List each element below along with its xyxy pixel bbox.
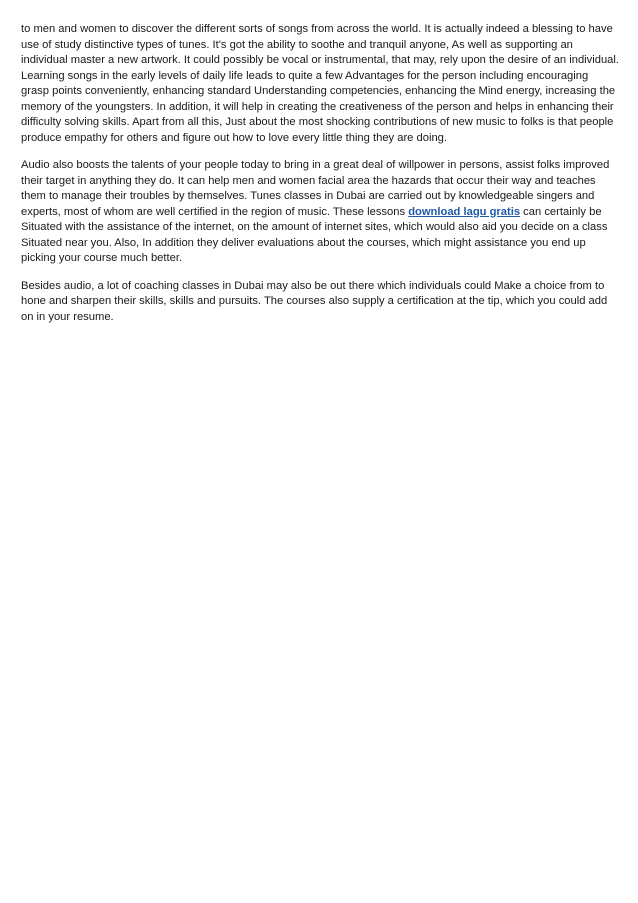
paragraph-music-classes (21, 158, 619, 267)
document-page (21, 22, 619, 337)
paragraph-music-benefits: to men and women to discover the different sorts of songs from across the world. It is actually indeed a blessing to have use of study distinctive types of tunes. It's got the ability to soothe and tranquil anyone, As well as supporting an individual master a new artwork. It could possibly be vocal or instrumental, that may, rely upon the desire of an individual. Learning songs in the early levels of daily life leads to quite a few Advantages for the person including encouraging grasp points conveniently, enhancing standard Understanding competencies, enhancing the Mind energy, increasing the memory of the youngsters. In addition, it will help in creating the creativeness of the person and helps in enhancing their difficulty solving skills. Apart from all this, Just about the most shocking contributions of new music to folks is that people produce empathy for others and figure out how to love every little thing they are doing. (21, 23, 620, 144)
paragraph-coaching-classes: Besides audio, a lot of coaching classes in Dubai may also be out there which individuals could Make a choice from to hone and sharpen their skills, skills and pursuits. The courses also supply a certification at the tip, which you could add on in your resume. (21, 279, 608, 323)
download-lagu-gratis-link[interactable]: download lagu gratis (408, 205, 521, 218)
paragraph-text-before-link: Audio also boosts the talents of your people today to bring in a great deal of willpower in persons, assist folks improved their target in anything they do. It can help men and women facial area the hazards that occur their way and teaches them to manage their troubles by themselves. Tunes classes in Dubai are carried out by knowledgeable singers and experts, most of whom are well certified in the region of music. These lessons (21, 159, 610, 218)
paragraph-text-after-link: can certainly be Situated with the assistance of the internet, on the amount of internet sites, which would also aid you decide on a class Situated near you. Also, In addition they deliver evaluations about the courses, which might assistance you end up picking your course much better. (21, 205, 608, 264)
